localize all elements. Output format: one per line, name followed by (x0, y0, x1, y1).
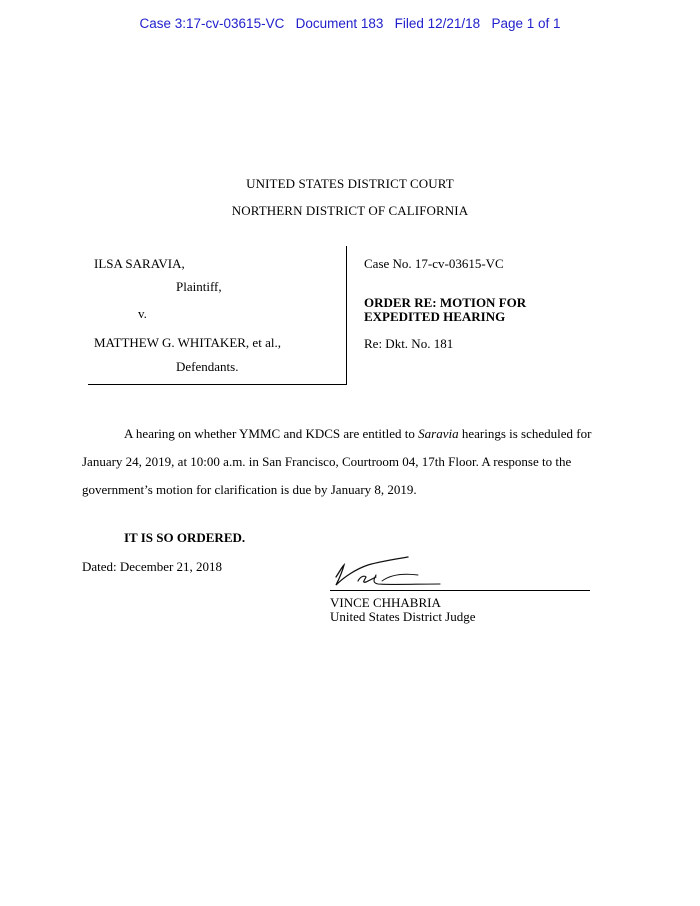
order-title: ORDER RE: MOTION FOR EXPEDITED HEARING (364, 295, 527, 324)
judge-name: VINCE CHHABRIA (330, 595, 441, 610)
so-ordered-statement: IT IS SO ORDERED. (124, 530, 246, 545)
judge-title: United States District Judge (330, 609, 476, 624)
defendant-role: Defendants. (176, 359, 239, 374)
filing-header-stamp: Case 3:17-cv-03615-VC Document 183 Filed 12/21/18 Page 1 of 1 (139, 16, 561, 31)
date-line: Dated: December 21, 2018 (82, 559, 223, 574)
body-text-case-name: Saravia (418, 426, 459, 441)
body-text-part-2: hearings is scheduled for January 24, 2019, at 10:00 a.m. in San Francisco, Courtroom 04, 17th Floor. A response to the government’s motion for clarification is due by January 8, 2019. (82, 426, 592, 497)
case-caption-parties (88, 246, 347, 385)
case-number: Case No. 17-cv-03615-VC (364, 256, 504, 271)
plaintiff-role: Plaintiff, (176, 279, 222, 294)
body-text-part-1: A hearing on whether YMMC and KDCS are entitled to (124, 426, 419, 441)
plaintiff-name: ILSA SARAVIA, (94, 256, 185, 271)
versus-label: v. (138, 306, 147, 321)
defendant-name: MATTHEW G. WHITAKER, et al., (94, 335, 281, 350)
docket-reference: Re: Dkt. No. 181 (364, 336, 454, 351)
signature-line (330, 590, 590, 591)
court-district: NORTHERN DISTRICT OF CALIFORNIA (231, 203, 469, 218)
order-body-paragraph (82, 420, 622, 504)
judge-signature (322, 551, 442, 593)
court-name: UNITED STATES DISTRICT COURT (246, 176, 454, 191)
